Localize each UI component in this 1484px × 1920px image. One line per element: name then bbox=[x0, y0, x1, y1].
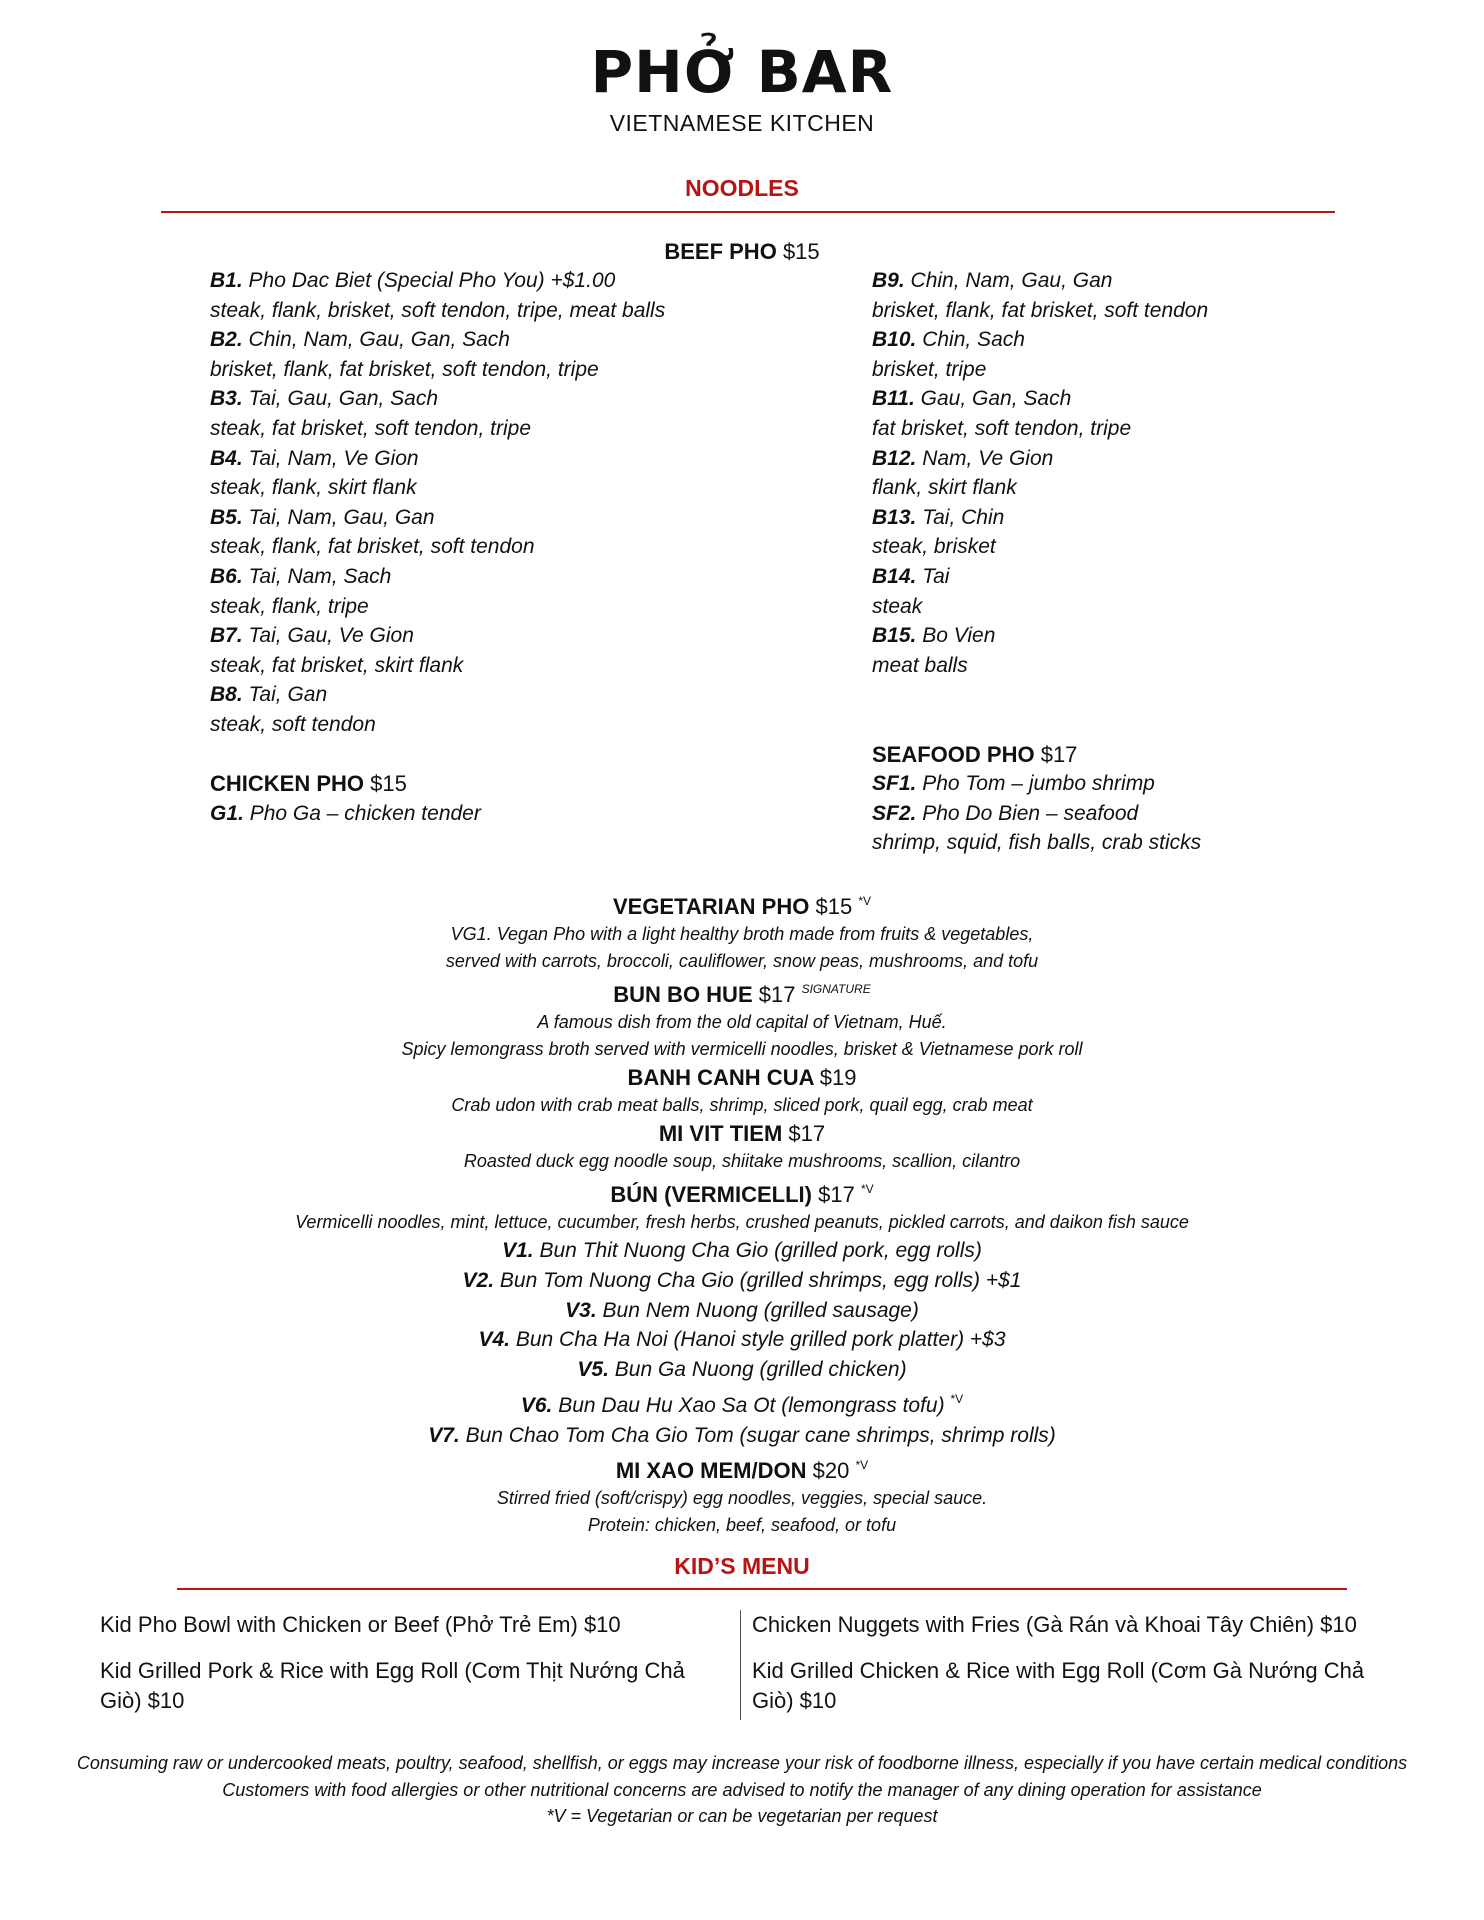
menu-item-desc: brisket, flank, fat brisket, soft tendon bbox=[872, 298, 1209, 322]
menu-item-desc: steak, brisket bbox=[872, 535, 996, 559]
menu-item-desc: steak, flank, tripe bbox=[210, 594, 369, 618]
bun-bo-hue-desc: A famous dish from the old capital of Vietnam, Huế. bbox=[537, 1012, 947, 1032]
kids-menu-left-column bbox=[100, 1610, 720, 1732]
menu-item-v1: V1. Bun Thit Nuong Cha Gio (grilled pork, egg rolls) bbox=[502, 1239, 982, 1262]
banh-canh-cua-desc: Crab udon with crab meat balls, shrimp, sliced pork, quail egg, crab meat bbox=[451, 1095, 1033, 1115]
menu-item-desc: fat brisket, soft tendon, tripe bbox=[872, 416, 1132, 440]
bun-bo-hue-heading: BUN BO HUE $17 $^{SIGNATURE}$ bbox=[613, 982, 871, 1007]
menu-item-b15: B15. Bo Vien bbox=[872, 624, 996, 648]
menu-item-desc: steak, flank, brisket, soft tendon, tripe, meat balls bbox=[210, 298, 666, 322]
vegetarian-pho-desc: VG1. Vegan Pho with a light healthy broth made from fruits & vegetables, bbox=[450, 924, 1034, 944]
beef-pho-right-column bbox=[872, 266, 1208, 858]
mi-xao-heading: MI XAO MEM/DON $20 $^{*V}$ bbox=[615, 1457, 869, 1483]
mi-vit-tiem-desc: Roasted duck egg noodle soup, shiitake mushrooms, scallion, cilantro bbox=[463, 1151, 1021, 1171]
menu-item-b11: B11. Gau, Gan, Sach bbox=[872, 387, 1072, 411]
menu-item-sf2: SF2. Pho Do Bien – seafood bbox=[872, 801, 1139, 825]
mi-xao-desc: Stirred fried (soft/crispy) egg noodles, veggies, special sauce. bbox=[496, 1487, 988, 1508]
restaurant-name: PHỞ BAR bbox=[590, 38, 894, 106]
menu-item-desc: steak, fat brisket, skirt flank bbox=[210, 653, 464, 677]
menu-item-desc: steak, flank, fat brisket, soft tendon bbox=[210, 535, 535, 559]
menu-item-b13: B13. Tai, Chin bbox=[872, 505, 1005, 529]
menu-item-v5: V5. Bun Ga Nuong (grilled chicken) bbox=[577, 1358, 907, 1382]
menu-item-b6: B6. Tai, Nam, Sach bbox=[210, 564, 392, 588]
menu-item-desc: steak, fat brisket, soft tendon, tripe bbox=[210, 416, 531, 440]
beef-pho-heading bbox=[0, 237, 1484, 266]
menu-item-b1: B1. Pho Dac Biet (Special Pho You) +$1.00 bbox=[210, 269, 616, 292]
menu-item-desc: meat balls bbox=[872, 653, 968, 677]
mi-xao-desc: Protein: chicken, beef, seafood, or tofu bbox=[587, 1514, 897, 1535]
menu-item-desc: steak, flank, skirt flank bbox=[210, 476, 417, 500]
footer-health-warning: Consuming raw or undercooked meats, poultry, seafood, shellfish, or eggs may increase your risk of foodborne illness, especially if you have certain medical conditions bbox=[76, 1753, 1408, 1773]
bun-bo-hue-desc: Spicy lemongrass broth served with vermicelli noodles, brisket & Vietnamese pork roll bbox=[401, 1039, 1083, 1059]
menu-item-b14: B14. Tai bbox=[872, 564, 950, 588]
menu-item-b10: B10. Chin, Sach bbox=[872, 328, 1025, 352]
chicken-pho-heading: CHICKEN PHO $15 bbox=[210, 771, 407, 797]
kids-menu-right-column bbox=[752, 1610, 1392, 1732]
kids-menu-divider bbox=[740, 1610, 741, 1720]
menu-item-v7: V7. Bun Chao Tom Cha Gio Tom (sugar cane shrimps, shrimp rolls) bbox=[428, 1423, 1056, 1447]
beef-pho-price: $15 bbox=[782, 239, 820, 264]
menu-item-b7: B7. Tai, Gau, Ve Gion bbox=[210, 624, 414, 648]
menu-item-sf1: SF1. Pho Tom – jumbo shrimp bbox=[872, 772, 1155, 796]
menu-item-v4: V4. Bun Cha Ha Noi (Hanoi style grilled pork platter) +$3 bbox=[478, 1328, 1006, 1352]
beef-pho-left-column bbox=[210, 266, 665, 828]
section-divider-noodles bbox=[161, 211, 1335, 213]
menu-item-b2: B2. Chin, Nam, Gau, Gan, Sach bbox=[210, 328, 510, 352]
kids-item: Kid Pho Bowl with Chicken or Beef (Phở Trẻ Em) $10 bbox=[100, 1612, 621, 1637]
menu-item-b8: B8. Tai, Gan bbox=[210, 683, 328, 707]
banh-canh-cua-heading: BANH CANH CUA $19 bbox=[627, 1065, 857, 1090]
menu-item-v3: V3. Bun Nem Nuong (grilled sausage) bbox=[565, 1298, 919, 1322]
menu-item-v6: V6. Bun Dau Hu Xao Sa Ot (lemongrass tofu) $^{*V}$ bbox=[520, 1391, 964, 1417]
mi-vit-tiem-heading: MI VIT TIEM $17 bbox=[658, 1121, 826, 1146]
section-title-kids: KID’S MENU bbox=[674, 1553, 810, 1579]
vegetarian-pho-desc: served with carrots, broccoli, cauliflower, snow peas, mushrooms, and tofu bbox=[445, 951, 1039, 971]
kids-menu bbox=[100, 1610, 1390, 1720]
menu-item-desc: steak, soft tendon bbox=[210, 712, 376, 736]
kids-item: Chicken Nuggets with Fries (Gà Rán và Khoai Tây Chiên) $10 bbox=[752, 1612, 1357, 1637]
menu-item-v2: V2. Bun Tom Nuong Cha Gio (grilled shrimps, egg rolls) +$1 bbox=[462, 1268, 1022, 1292]
beef-pho-title: BEEF PHO bbox=[664, 239, 777, 264]
kids-item: Kid Grilled Chicken & Rice with Egg Roll (Cơm Gà Nướng Chả Giò) $10 bbox=[752, 1658, 1365, 1713]
menu-item-b3: B3. Tai, Gau, Gan, Sach bbox=[210, 387, 439, 411]
section-title-noodles: NOODLES bbox=[685, 175, 799, 201]
menu-item-b4: B4. Tai, Nam, Ve Gion bbox=[210, 446, 419, 470]
menu-item-b5: B5. Tai, Nam, Gau, Gan bbox=[210, 505, 435, 529]
kids-item: Kid Grilled Pork & Rice with Egg Roll (Cơm Thịt Nướng Chả Giò) $10 bbox=[100, 1658, 685, 1713]
menu-item-desc: brisket, tripe bbox=[872, 357, 987, 381]
specialties-block bbox=[0, 887, 1484, 1539]
bun-desc: Vermicelli noodles, mint, lettuce, cucumber, fresh herbs, crushed peanuts, pickled carrots, and daikon fish sauce bbox=[295, 1212, 1189, 1232]
menu-item-desc: shrimp, squid, fish balls, crab sticks bbox=[872, 831, 1202, 855]
footer-vegetarian-legend: *V = Vegetarian or can be vegetarian per request bbox=[546, 1806, 938, 1826]
menu-item-desc: flank, skirt flank bbox=[872, 476, 1017, 500]
seafood-pho-heading: SEAFOOD PHO $17 bbox=[872, 741, 1078, 767]
vegetarian-pho-heading: VEGETARIAN PHO $15 $^{*V}$ bbox=[612, 894, 872, 919]
menu-item-g1: G1. Pho Ga – chicken tender bbox=[210, 801, 481, 825]
menu-item-desc: brisket, flank, fat brisket, soft tendon, tripe bbox=[210, 357, 599, 381]
menu-item-desc: steak bbox=[872, 594, 923, 618]
menu-item-b9: B9. Chin, Nam, Gau, Gan bbox=[872, 269, 1113, 292]
footer-allergy-notice: Customers with food allergies or other nutritional concerns are advised to notify the manager of any dining operation for assistance bbox=[222, 1779, 1262, 1800]
section-divider-kids bbox=[177, 1588, 1347, 1590]
footer-disclaimer bbox=[40, 1750, 1444, 1830]
bun-heading: BÚN (VERMICELLI) $17 $^{*V}$ bbox=[610, 1182, 874, 1207]
menu-item-b12: B12. Nam, Ve Gion bbox=[872, 446, 1054, 470]
restaurant-tagline: VIETNAMESE KITCHEN bbox=[609, 110, 875, 136]
